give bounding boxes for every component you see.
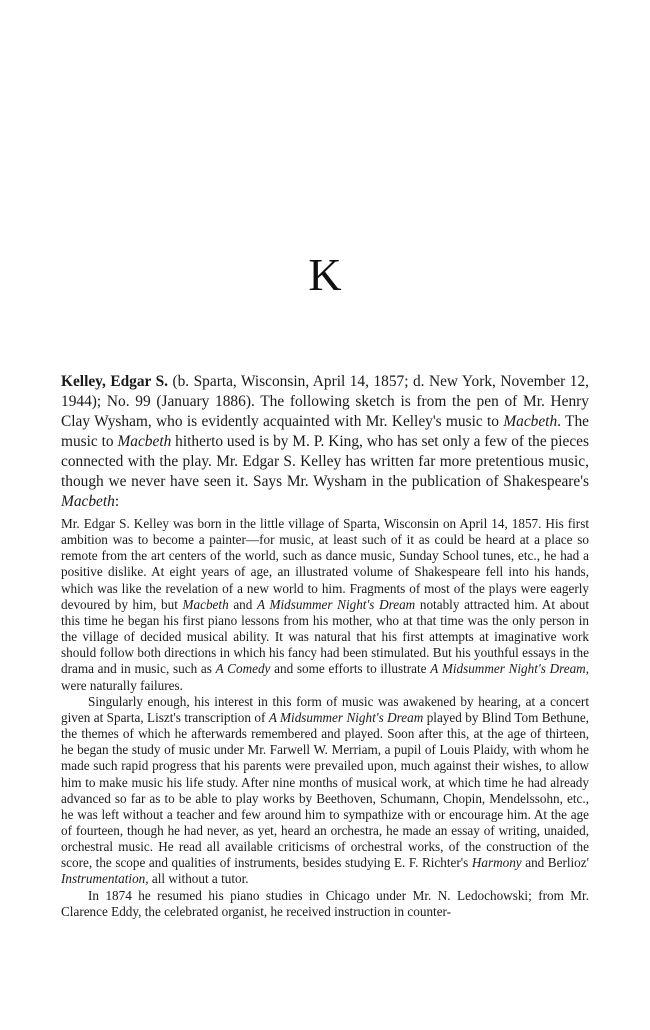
quote-text: Singularly enough, his interest in this form of music was awakened by hearing, at a concert given at Sparta, Liszt's transcription of bbox=[61, 693, 589, 725]
title-italic: A Midsummer Night's Dream bbox=[268, 709, 424, 725]
title-italic: Instrumentation, bbox=[61, 871, 149, 887]
quote-text: were naturally failures. bbox=[61, 677, 183, 693]
section-letter: K bbox=[308, 249, 342, 300]
entry-paragraph bbox=[61, 372, 589, 512]
title-italic: A Midsummer Night's Dream, bbox=[430, 661, 590, 677]
quote-text: all without a tutor. bbox=[148, 871, 249, 887]
title-italic: A Midsummer Night's Dream bbox=[257, 596, 416, 612]
title-italic: Macbeth bbox=[61, 493, 115, 510]
title-italic: Macbeth bbox=[503, 413, 558, 430]
entry-name: Kelley, Edgar S. bbox=[61, 373, 168, 390]
title-italic: Harmony bbox=[471, 855, 522, 871]
quote-paragraph-3 bbox=[61, 888, 589, 920]
quote-text: played by Blind Tom Bethune, the themes of which he afterwards remembered and played. Soon after this, at the age of thirteen, he began the study of music under Mr. Farwell W. Merriam, a pupil of Louis Plaidy, with whom he made such rapid progress that his parents were prevailed upon, much against their wishes, to allow him to make music his life study. After nine months of musical work, at which time he had already advanced so far as to be able to play works by Beethoven, Schumann, Chopin, Mendelssohn, etc., he was left without a teacher and few around him to sympathize with or encourage him. At the age of fourteen, though he had never, as yet, heard an orchestra, he made an essay of writing, unaided, orchestral music. He read all available criticisms of orchestral works, of the construction of the score, the scope and qualities of instruments, besides studying E. F. Richter's bbox=[61, 709, 589, 871]
quote-text: and some efforts to illustrate bbox=[270, 661, 431, 677]
quote-text: notably attracted him. At about this time he began his first piano lessons from his mother, who at that time was the only person in the village of decided musical ability. It was natural that his first attempts at imaginative work should follow both directions in which his fancy had been stimulated. But his youthful essays in the drama and in music, such as bbox=[61, 596, 589, 677]
title-italic: A Comedy bbox=[215, 661, 271, 677]
quote-text: In 1874 he resumed his piano studies in Chicago under Mr. N. Ledochowski; from Mr. Clarence Eddy, the celebrated organist, he received instruction in counter- bbox=[61, 887, 589, 919]
quote-text: Mr. Edgar S. Kelley was born in the little village of Sparta, Wisconsin on April 14, 1857. His first ambition was to become a painter—for music, at least such of it as could be heard at a place so remote from the art centers of the world, such as dance music, Sunday School tunes, etc., he had a positive dislike. At eight years of age, an illustrated volume of Shakespeare fell into his hands, which was like the revelation of a new world to him. Fragments of most of the plays were eagerly devoured by him, but bbox=[61, 516, 589, 612]
block-quote bbox=[61, 516, 589, 920]
title-italic: Macbeth bbox=[117, 433, 172, 450]
entry-text: . The music to bbox=[61, 413, 589, 450]
quote-text: and bbox=[228, 596, 258, 612]
title-italic: Macbeth bbox=[182, 596, 229, 612]
entry-text: hitherto used is by M. P. King, who has set only a few of the pieces connected with the play. Mr. Edgar S. Kelley has written far more pretentious music, though we never have seen it. Says Mr. Wysham in the publication of Shakespeare's bbox=[61, 433, 590, 490]
quote-paragraph-2 bbox=[61, 694, 589, 888]
quote-text: and Berlioz' bbox=[521, 855, 589, 871]
quote-paragraph-1 bbox=[61, 516, 589, 694]
entry-text: (b. Sparta, Wisconsin, April 14, 1857; d. New York, November 12, 1944); No. 99 (January 1886). The following sketch is from the pen of Mr. Henry Clay Wysham, who is evidently acquainted with Mr. Kelley's music to bbox=[61, 373, 590, 430]
entry-text: : bbox=[114, 493, 120, 510]
